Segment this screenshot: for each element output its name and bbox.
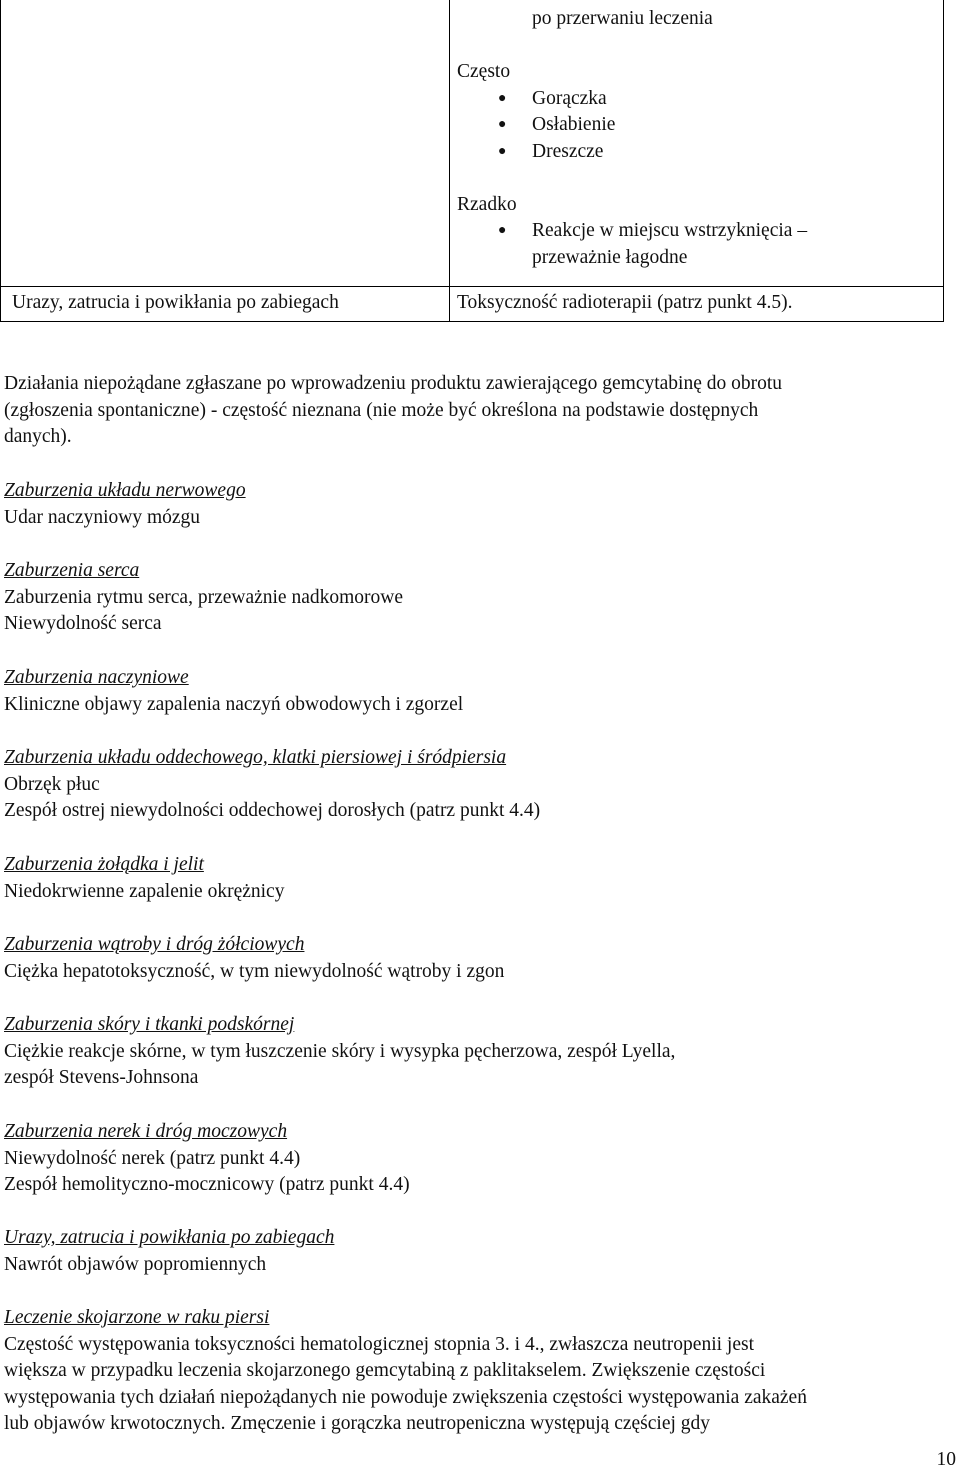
section-line: Niewydolność nerek (patrz punkt 4.4) [4, 1147, 301, 1169]
section-line: Niewydolność serca [4, 613, 162, 635]
section-heading: Zaburzenia wątroby i dróg żółciowych [4, 934, 305, 955]
table-border-right [943, 0, 944, 322]
often-item: Dreszcze [532, 141, 604, 162]
section-line: Kliniczne objawy zapalenia naczyń obwodowych i zgorzel [4, 693, 464, 715]
section-heart [4, 558, 954, 638]
intro-paragraph [4, 371, 954, 451]
section-line: Obrzęk płuc [4, 773, 100, 795]
section-line: Ciężkie reakcje skórne, w tym łuszczenie skóry i wysypka pęcherzowa, zespół Lyella, [4, 1040, 676, 1062]
section-nervous-system [4, 478, 954, 531]
section-heading: Leczenie skojarzone w raku piersi [4, 1307, 270, 1328]
section-line: Nawrót objawów popromiennych [4, 1253, 267, 1275]
bullet-icon: ● [498, 91, 507, 106]
section-combination-breast-cancer [4, 1305, 954, 1438]
adverse-effects-table [0, 0, 944, 322]
rarely-item-line2: przeważnie łagodne [532, 247, 688, 268]
section-heading: Zaburzenia naczyniowe [4, 667, 189, 688]
section-vascular [4, 665, 954, 718]
rarely-item-line1: Reakcje w miejscu wstrzyknięcia – [532, 220, 808, 241]
intro-line: Działania niepożądane zgłaszane po wprowadzeniu produktu zawierającego gemcytabinę do obrotu [4, 373, 783, 394]
frequency-label-rarely: Rzadko [457, 194, 517, 215]
often-item: Osłabienie [532, 114, 616, 135]
section-line: Niedokrwienne zapalenie okrężnicy [4, 880, 285, 902]
section-line: lub objawów krwotocznych. Zmęczenie i gorączka neutropeniczna występują częściej gdy [4, 1413, 711, 1435]
section-line: większa w przypadku leczenia skojarzonego gemcytabiną z paklitakselem. Zwiększenie częstości [4, 1360, 766, 1382]
section-hepatobiliary [4, 932, 954, 985]
bullet-icon: ● [498, 117, 507, 132]
frequency-label-often: Często [457, 61, 511, 82]
section-line: Ciężka hepatotoksyczność, w tym niewydolność wątroby i zgon [4, 960, 505, 982]
intro-line: (zgłoszenia spontaniczne) - częstość nieznana (nie może być określona na podstawie dostępnych [4, 399, 759, 421]
section-heading: Zaburzenia nerek i dróg moczowych [4, 1121, 288, 1142]
section-line: Zaburzenia rytmu serca, przeważnie nadkomorowe [4, 586, 404, 608]
section-line: występowania tych działań niepożądanych nie powoduje zwiększenia częstości występowania zakażeń [4, 1386, 807, 1408]
table-cell-top-right: po przerwaniu leczenia [532, 8, 713, 29]
section-respiratory [4, 745, 954, 825]
bullet-icon: ● [498, 144, 507, 159]
section-line: zespół Stevens-Johnsona [4, 1067, 199, 1089]
table-border-left [0, 0, 1, 322]
section-heading: Zaburzenia żołądka i jelit [4, 854, 204, 875]
table-column-divider [449, 0, 450, 322]
bullet-icon: ● [498, 223, 507, 238]
section-line: Częstość występowania toksyczności hematologicznej stopnia 3. i 4., zwłaszcza neutropenii jest [4, 1333, 754, 1355]
often-item: Gorączka [532, 88, 607, 109]
table-row-label: Urazy, zatrucia i powikłania po zabiegach [12, 292, 339, 313]
page-number: 10 [936, 1449, 956, 1470]
section-injury [4, 1225, 954, 1278]
section-heading: Zaburzenia układu oddechowego, klatki piersiowej i śródpiersia [4, 747, 507, 768]
section-skin [4, 1012, 954, 1092]
table-row-value: Toksyczność radioterapii (patrz punkt 4.5). [457, 292, 793, 313]
section-line: Zespół hemolityczno-mocznicowy (patrz punkt 4.4) [4, 1174, 410, 1196]
table-row-divider [0, 286, 944, 287]
section-heading: Zaburzenia układu nerwowego [4, 480, 246, 501]
section-line: Udar naczyniowy mózgu [4, 506, 201, 528]
section-renal [4, 1119, 954, 1199]
intro-line: danych). [4, 426, 72, 448]
section-gastrointestinal [4, 852, 954, 905]
table-border-bottom [0, 321, 944, 322]
section-line: Zespół ostrej niewydolności oddechowej dorosłych (patrz punkt 4.4) [4, 800, 541, 822]
section-heading: Zaburzenia serca [4, 560, 140, 581]
section-heading: Zaburzenia skóry i tkanki podskórnej [4, 1014, 295, 1035]
section-heading: Urazy, zatrucia i powikłania po zabiegach [4, 1227, 335, 1248]
